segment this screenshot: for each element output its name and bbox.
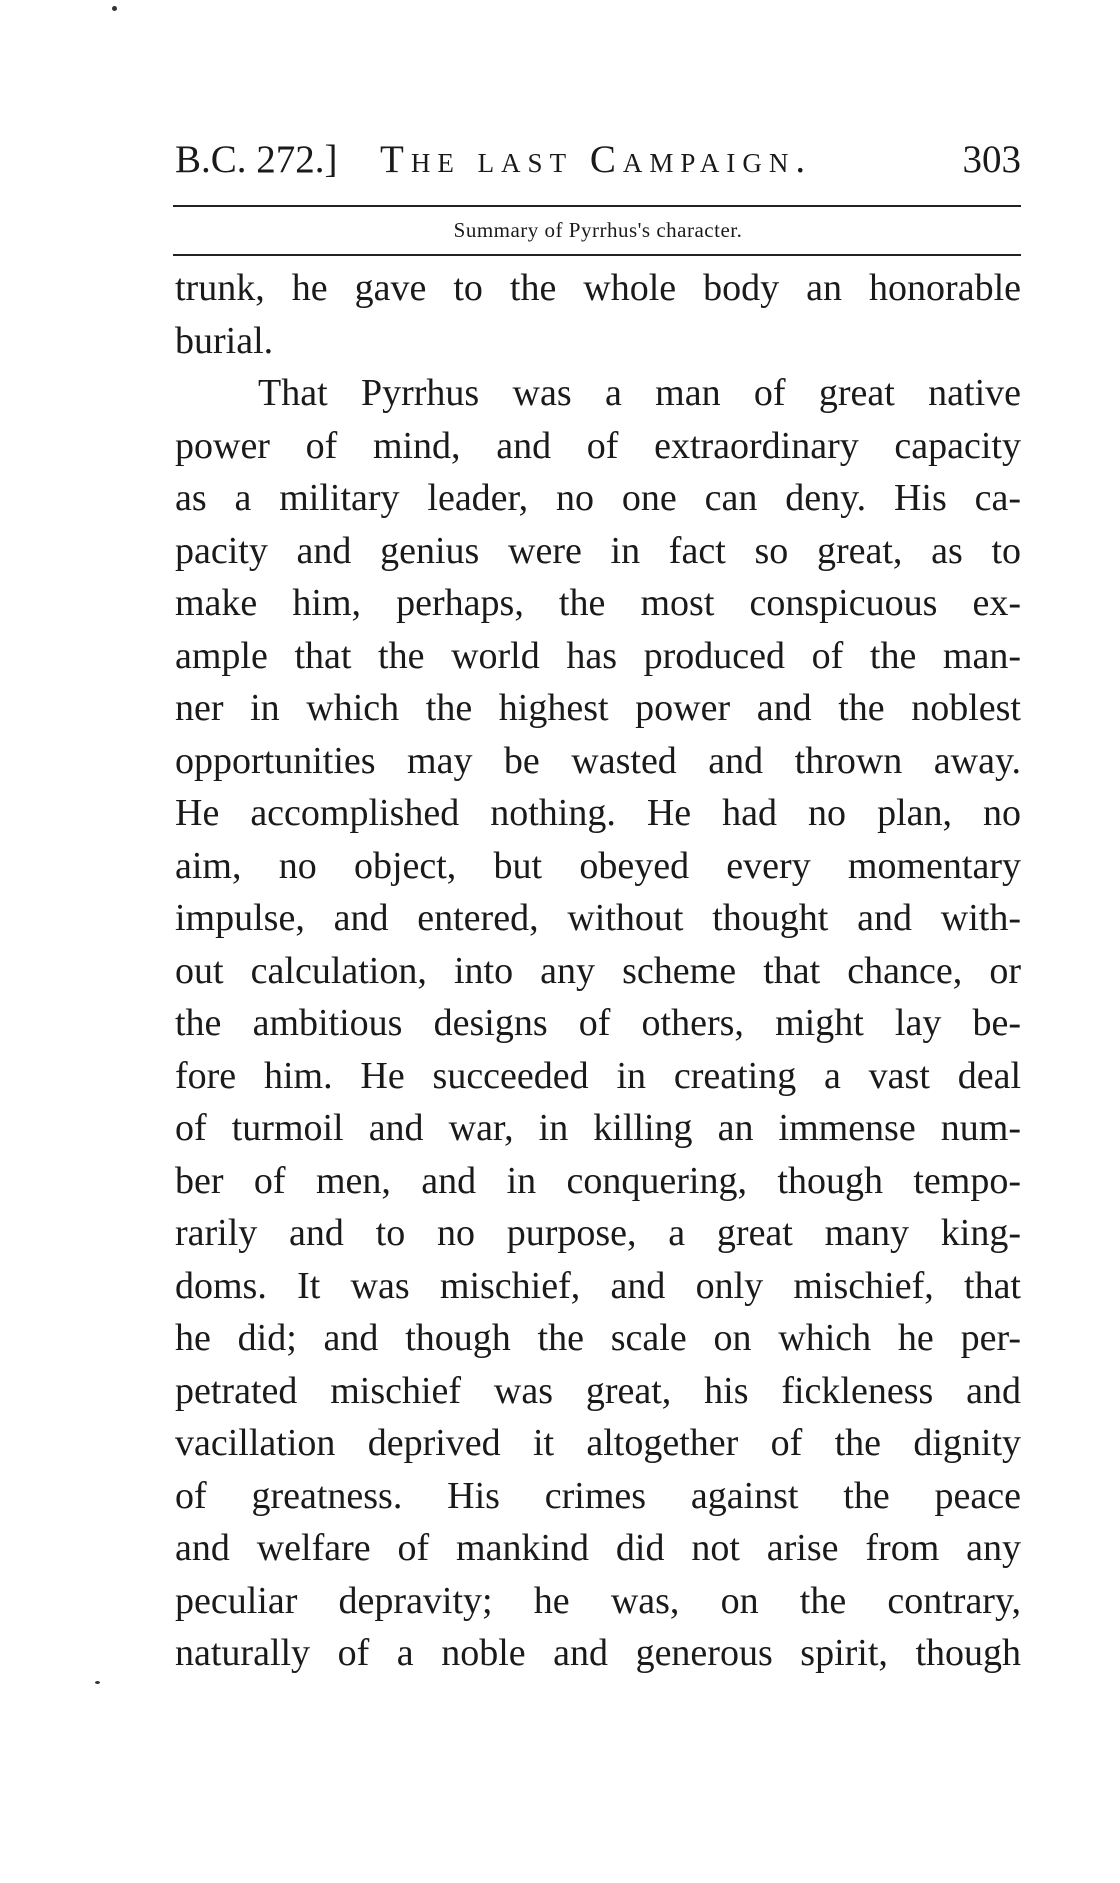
- page-number: 303: [962, 138, 1021, 181]
- text-line: petrated mischief was great, his fickleness and: [175, 1369, 1021, 1412]
- text-line: aim, no object, but obeyed every momentary: [175, 844, 1021, 887]
- text-line: fore him. He succeeded in creating a vast deal: [175, 1054, 1021, 1097]
- text-line: out calculation, into any scheme that chance, or: [175, 949, 1021, 992]
- text-line: He accomplished nothing. He had no plan, no: [175, 792, 1021, 834]
- text-line: vacillation deprived it altogether of the dignity: [175, 1422, 1021, 1464]
- text-line: ample that the world has produced of the man-: [175, 634, 1021, 677]
- text-line: peculiar depravity; he was, on the contrary,: [175, 1579, 1021, 1622]
- chapter-title: The last Campaign.: [380, 138, 813, 181]
- text-line: burial.: [175, 319, 274, 362]
- text-line: opportunities may be wasted and thrown away.: [175, 739, 1021, 782]
- text-line: ber of men, and in conquering, though tempo-: [175, 1159, 1021, 1202]
- header-date: B.C. 272.]: [175, 138, 338, 181]
- running-head: [175, 130, 1021, 190]
- text-line: doms. It was mischief, and only mischief, that: [175, 1264, 1021, 1307]
- text-line: he did; and though the scale on which he per-: [175, 1317, 1021, 1359]
- text-line: pacity and genius were in fact so great, as to: [175, 529, 1021, 572]
- text-line: impulse, and entered, without thought and with-: [175, 897, 1021, 939]
- text-line: rarily and to no purpose, a great many king-: [175, 1212, 1021, 1254]
- ink-speck: [112, 6, 117, 11]
- summary-rule: [173, 254, 1021, 256]
- text-line: of greatness. His crimes against the peace: [175, 1474, 1021, 1517]
- text-line: make him, perhaps, the most conspicuous ex-: [175, 582, 1021, 624]
- header-rule: [173, 205, 1021, 207]
- text-line: trunk, he gave to the whole body an honorable: [175, 267, 1021, 309]
- text-line: power of mind, and of extraordinary capacity: [175, 424, 1021, 467]
- text-line: ner in which the highest power and the noblest: [175, 687, 1021, 729]
- paragraph-first-line: That Pyrrhus was a man of great native: [258, 372, 1021, 414]
- text-line: the ambitious designs of others, might lay be-: [175, 1002, 1021, 1044]
- text-line: as a military leader, no one can deny. His ca-: [175, 477, 1021, 519]
- text-line: and welfare of mankind did not arise from any: [175, 1527, 1021, 1569]
- summary-heading: Summary of Pyrrhus's character.: [453, 218, 743, 242]
- body-text: [175, 262, 1021, 1680]
- ink-speck: [95, 1681, 100, 1684]
- text-line: naturally of a noble and generous spirit, though: [175, 1632, 1021, 1674]
- text-line: of turmoil and war, in killing an immense num-: [175, 1107, 1021, 1149]
